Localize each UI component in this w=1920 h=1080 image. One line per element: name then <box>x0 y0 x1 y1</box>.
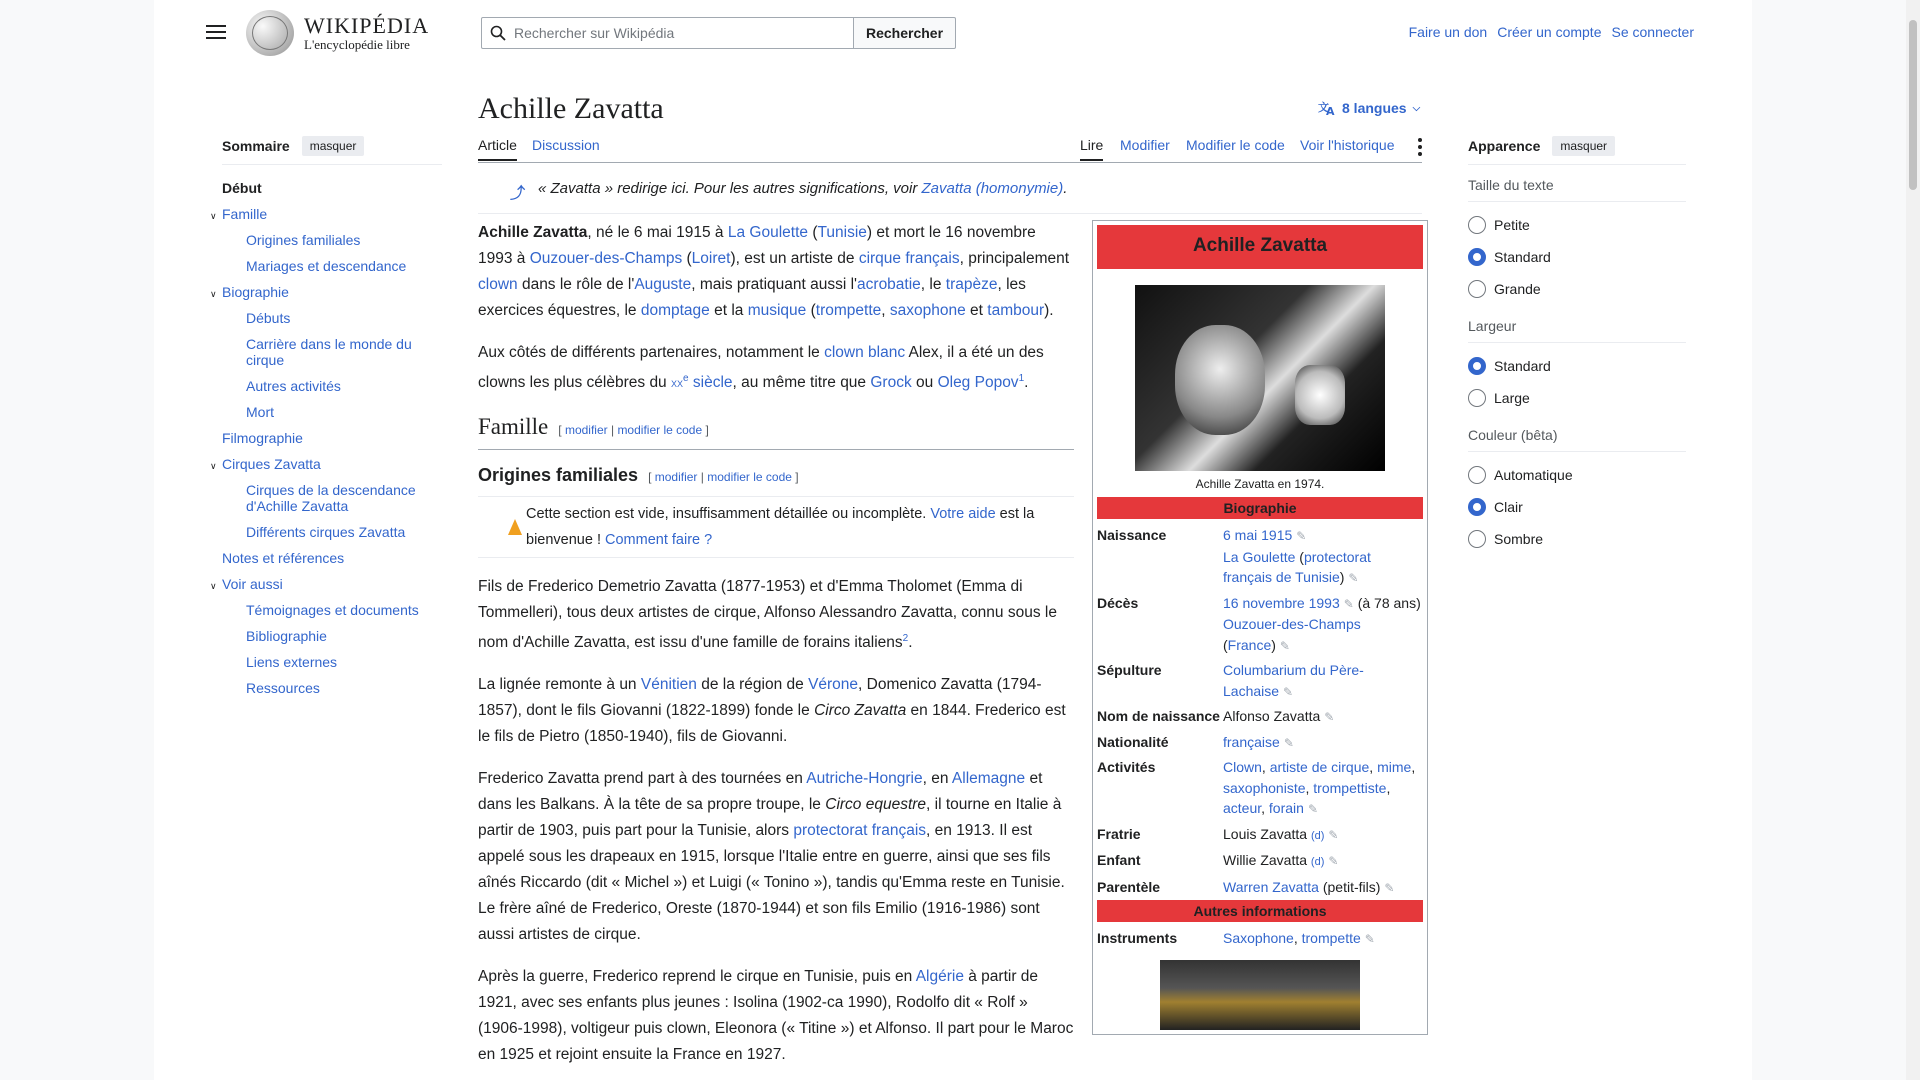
pencil-icon[interactable]: ✎ <box>1279 638 1290 653</box>
radio-button[interactable] <box>1468 216 1486 234</box>
section-famille-title: Famille <box>478 414 549 440</box>
toc-item-label: Début <box>222 180 262 196</box>
more-actions-icon[interactable] <box>1418 135 1424 159</box>
login-link[interactable]: Se connecter <box>1611 24 1694 40</box>
radio-label: Grande <box>1494 281 1541 297</box>
toc-item[interactable] <box>222 519 442 545</box>
link-protectorat[interactable]: protectorat français <box>793 822 927 840</box>
radio-label: Automatique <box>1494 467 1573 483</box>
stub-help-link[interactable]: Votre aide <box>930 506 996 523</box>
link-trapeze[interactable]: trapèze <box>945 276 998 293</box>
width-title: Largeur <box>1468 318 1686 343</box>
user-links <box>1409 24 1694 40</box>
edit-links-famille: [ modifier | modifier le code ] <box>558 423 709 438</box>
wikipedia-globe-icon <box>246 10 294 56</box>
nationalite-link[interactable]: française <box>1223 733 1280 750</box>
link-saxophone[interactable]: saxophone <box>889 302 966 319</box>
link-tunisie[interactable]: Tunisie <box>817 224 867 241</box>
toc-item[interactable] <box>222 623 442 649</box>
radio-button[interactable] <box>1468 498 1486 516</box>
toc-item[interactable] <box>222 331 442 373</box>
toc-item-label[interactable]: Carrière dans le monde du cirque <box>246 336 412 368</box>
link-grock[interactable]: Grock <box>870 374 912 392</box>
tab-history[interactable]: Voir l'historique <box>1300 137 1395 153</box>
pencil-icon[interactable]: ✎ <box>1364 932 1375 946</box>
portrait-caption: Achille Zavatta en 1974. <box>1195 477 1325 491</box>
radio-button[interactable] <box>1468 280 1486 298</box>
deces-pays-link[interactable]: France <box>1227 636 1272 653</box>
toc-item-label[interactable]: Cirques Zavatta <box>222 456 321 472</box>
radio-button[interactable] <box>1468 466 1486 484</box>
tab-discussion[interactable]: Discussion <box>532 137 600 153</box>
toc-item[interactable] <box>222 373 442 399</box>
infobox-section-biographie: Biographie <box>1097 497 1423 519</box>
create-account-link[interactable]: Créer un compte <box>1497 24 1602 40</box>
appearance-title: Apparence <box>1468 138 1541 154</box>
naissance-lieu-link[interactable]: La Goulette <box>1223 548 1296 565</box>
toc-item[interactable] <box>222 597 442 623</box>
radio-button[interactable] <box>1468 530 1486 548</box>
link-loiret[interactable]: Loiret <box>691 250 731 267</box>
toc-item-label[interactable]: Débuts <box>246 310 291 326</box>
pencil-icon[interactable]: ✎ <box>1328 854 1339 868</box>
scrollbar[interactable] <box>1906 0 1920 1080</box>
link-trompette[interactable]: trompette <box>815 302 882 319</box>
stub-notice <box>478 496 1074 558</box>
redirect-arrow-icon: ⤴ <box>510 185 526 202</box>
hatnote-end: . <box>1063 180 1068 197</box>
table-of-contents <box>210 136 442 701</box>
tab-read[interactable]: Lire <box>1080 137 1103 161</box>
infobox-row-enfant <box>1097 846 1423 873</box>
ref-1[interactable]: 1 <box>1018 373 1025 384</box>
infobox-row-deces: Décès 16 novembre 1993 ✎ (à 78 ans) Ouzouer-des-Champs (France) ✎ <box>1097 589 1423 657</box>
enfant-value: Willie Zavatta <box>1223 852 1308 868</box>
chevron-down-icon[interactable]: ∨ <box>210 581 217 591</box>
toc-item[interactable] <box>222 675 442 701</box>
toc-item-label[interactable]: Notes et références <box>222 550 345 566</box>
label-naissance: Naissance <box>1097 527 1167 543</box>
chevron-down-icon[interactable]: ∨ <box>210 211 217 221</box>
link-oleg-popov[interactable]: Oleg Popov <box>937 374 1019 392</box>
activite-link[interactable]: trompettiste <box>1313 779 1387 796</box>
toc-item-label[interactable]: Autres activités <box>246 378 341 394</box>
link-clown-blanc[interactable]: clown blanc <box>824 344 906 361</box>
radio-label: Clair <box>1494 499 1523 515</box>
label-parentele: Parentèle <box>1097 878 1161 895</box>
edit-famille-link[interactable]: modifier <box>564 423 608 438</box>
search-input[interactable] <box>514 25 834 41</box>
circus-wagon-image[interactable] <box>1160 960 1360 1030</box>
link-musique[interactable]: musique <box>747 302 807 319</box>
link-algerie[interactable]: Algérie <box>915 968 964 986</box>
edit-code-famille-link[interactable]: modifier le code <box>617 423 703 438</box>
translate-icon <box>1318 100 1336 116</box>
activite-link[interactable]: artiste de cirque <box>1269 759 1370 775</box>
infobox-row-naissance: Naissance 6 mai 1915 ✎ La Goulette (protectorat français de Tunisie) ✎ <box>1097 521 1423 589</box>
fratrie-value: Louis Zavatta <box>1223 825 1308 842</box>
label-deces: Décès <box>1097 594 1139 611</box>
toc-item-label[interactable]: Bibliographie <box>246 628 327 644</box>
portrait-image[interactable] <box>1135 285 1385 471</box>
pencil-icon[interactable]: ✎ <box>1283 684 1294 699</box>
paragraph-origines-3: Frederico Zavatta prend part à des tournées en Autriche-Hongrie, en Allemagne et dans les Balkans. À la tête de sa propre troupe, le Circo equestre, il tourne en Italie à partir de 1903, puis part pour la Tunisie, alors protectorat français, en 1913. Il est appelé sous les drapeaux en 1915, lorsque l'Italie entre en guerre, ainsi que ses fils aînés Riccardo (dit « Michel ») et Luigi (« Tonino »), tandis qu'Emma reste en Tunisie. Le frère aîné de Frederico, Oreste (1870-1944) et son fils Emilio (1916-1986) sont aussi artistes de cirque. <box>478 770 1065 944</box>
link-clown[interactable]: clown <box>478 276 518 293</box>
pencil-icon[interactable]: ✎ <box>1283 735 1294 750</box>
radio-option[interactable] <box>1468 357 1686 375</box>
pencil-icon[interactable]: ✎ <box>1343 596 1354 611</box>
pencil-icon[interactable]: ✎ <box>1328 827 1339 842</box>
hatnote-text: « Zavatta » redirige ici. Pour les autres significations, voir <box>538 180 922 197</box>
instrument-link[interactable]: Saxophone <box>1223 930 1294 946</box>
toc-hide-button[interactable]: masquer <box>302 136 365 156</box>
toc-item-label[interactable]: Témoignages et documents <box>246 602 419 618</box>
toc-item[interactable] <box>222 253 442 279</box>
paragraph-origines-1: Fils de Frederico Demetrio Zavatta (1877-1953) et d'Emma Tholomet (Emma di Tommelleri), tous deux artistes de cirque, Alfonso Alessandro Zavatta, connu sous le nom d'Achille Zavatta, est issu d'une famille de forains italiens$^2$. <box>478 578 1057 652</box>
toc-item-label[interactable]: Différents cirques Zavatta <box>246 524 406 540</box>
search-icon <box>490 25 506 41</box>
toc-item-label[interactable]: Mort <box>246 404 274 420</box>
radio-label: Standard <box>1494 249 1551 265</box>
deces-date-link[interactable]: 16 novembre 1993 <box>1223 594 1340 611</box>
radio-button[interactable] <box>1468 248 1486 266</box>
edit-origines-link[interactable]: modifier <box>654 470 698 485</box>
toc-item[interactable] <box>210 451 442 477</box>
appearance-hide-button[interactable]: masquer <box>1552 136 1615 156</box>
page-tabs <box>478 129 1422 163</box>
activite-link[interactable]: saxophoniste <box>1223 779 1306 796</box>
pencil-icon[interactable]: ✎ <box>1384 880 1395 895</box>
search-box <box>481 17 854 49</box>
radio-option[interactable] <box>1468 248 1686 266</box>
link-venitien[interactable]: Vénitien <box>640 676 697 694</box>
chevron-down-icon: ⌵ <box>1412 102 1421 114</box>
search-button[interactable]: Rechercher <box>854 17 956 49</box>
radio-label: Large <box>1494 390 1530 406</box>
toc-item[interactable] <box>210 571 442 597</box>
toc-item-label[interactable]: Biographie <box>222 284 289 300</box>
toc-item[interactable] <box>222 545 442 571</box>
toc-item-label[interactable]: Mariages et descendance <box>246 258 407 274</box>
chevron-down-icon[interactable]: ∨ <box>210 461 217 471</box>
stub-text-1: Cette section est vide, insuffisamment détaillée ou incomplète. <box>526 506 931 523</box>
toc-title: Sommaire <box>222 138 290 154</box>
toc-item[interactable] <box>222 175 442 201</box>
instrument-link[interactable]: trompette <box>1301 930 1361 946</box>
toc-item-label[interactable]: Liens externes <box>246 654 338 670</box>
toc-item-label[interactable]: Famille <box>222 206 268 222</box>
link-auguste[interactable]: Auguste <box>634 276 692 293</box>
radio-option[interactable] <box>1468 466 1686 484</box>
radio-option[interactable] <box>1468 498 1686 516</box>
toc-item[interactable] <box>222 649 442 675</box>
activites-list: Clown, artiste de cirque, mime, saxophoniste, trompettiste, acteur, forain ✎ <box>1223 759 1416 816</box>
infobox-title: Achille Zavatta <box>1097 225 1423 269</box>
radio-button[interactable] <box>1468 357 1486 375</box>
infobox-row-nom-naissance <box>1097 702 1423 728</box>
toc-item-label[interactable]: Origines familiales <box>246 232 361 248</box>
infobox-table <box>1097 521 1423 898</box>
link-la-goulette[interactable]: La Goulette <box>727 224 809 241</box>
wordmark-title: WIKIPÉDIA <box>304 13 430 38</box>
color-title: Couleur (bêta) <box>1468 427 1686 452</box>
toc-item[interactable] <box>222 477 442 519</box>
toc-item-label[interactable]: Cirques de la descendance d'Achille Zavatta <box>246 482 416 514</box>
search-form <box>481 17 956 49</box>
link-allemagne[interactable]: Allemagne <box>951 770 1026 788</box>
hatnote-link[interactable]: Zavatta (homonymie) <box>921 180 1064 197</box>
wikidata-link[interactable]: (d) <box>1310 829 1325 842</box>
label-nom-naissance: Nom de naissance <box>1097 708 1220 724</box>
intro-paragraph-1: Achille Zavatta, né le 6 mai 1915 à La Goulette (Tunisie) et mort le 16 novembre 1993 à Ouzouer-des-Champs (Loiret), est un artiste de cirque français, principalement clown dans le rôle de l'Auguste, mais pratiquant aussi l'acrobatie, le trapèze, les exercices équestres, le domptage et la musique (trompette, saxophone et tambour). <box>478 224 1070 319</box>
section-heading-famille <box>478 414 1074 450</box>
infobox-row-instruments: Instruments Saxophone, trompette ✎ <box>1097 924 1423 950</box>
section-heading-origines <box>478 462 1074 490</box>
parentele-link[interactable]: Warren Zavatta <box>1223 878 1319 895</box>
toc-item[interactable] <box>222 227 442 253</box>
page <box>154 0 1752 1080</box>
radio-option[interactable] <box>1468 389 1686 407</box>
label-fratrie: Fratrie <box>1097 825 1141 842</box>
pencil-icon[interactable]: ✎ <box>1348 571 1359 585</box>
infobox-section-autres: Autres informations <box>1097 900 1423 922</box>
intro-paragraph-2: Aux côtés de différents partenaires, notamment le clown blanc Alex, il a été un des clowns les plus célèbres du $xx^e$ siècle, au même titre que Grock ou Oleg Popov$^1$. <box>478 344 1044 392</box>
wordmark-tagline: L'encyclopédie libre <box>304 37 410 52</box>
appearance-panel <box>1468 136 1686 548</box>
link-cirque-francais[interactable]: cirque français <box>858 250 960 267</box>
pencil-icon[interactable]: ✎ <box>1324 710 1335 724</box>
toc-item[interactable] <box>222 305 442 331</box>
link-ouzouer[interactable]: Ouzouer-des-Champs <box>529 250 683 267</box>
label-sepulture: Sépulture <box>1097 662 1162 678</box>
stub-text-2: est la bienvenue ! <box>526 506 1035 549</box>
label-nationalite: Nationalité <box>1097 733 1169 750</box>
sepulture-link[interactable]: Columbarium du Père-Lachaise <box>1223 662 1364 699</box>
activite-link[interactable]: Clown <box>1223 759 1262 775</box>
toc-item[interactable] <box>210 201 442 227</box>
toc-item-label[interactable]: Filmographie <box>222 430 303 446</box>
parentele-note: (petit-fils) <box>1322 878 1381 895</box>
label-instruments: Instruments <box>1097 930 1178 946</box>
edit-links-origines: [ modifier | modifier le code ] <box>648 470 799 485</box>
section-origines-title: Origines familiales <box>478 465 639 486</box>
paragraph-origines-4: Après la guerre, Frederico reprend le cirque en Tunisie, puis en Algérie à partir de 1921, avec ses enfants plus jeunes : Isolina (1902-ca 1990), Rodolfo dit « Rolf » (1906-1998), voltigeur puis clown, Eleonora (« Titine ») et Alfonso. Il part pour le Maroc en 1925 et rejoint ensuite la France en 1927. <box>478 968 1074 1064</box>
deces-age: (à 78 ans) <box>1357 594 1421 611</box>
radio-label: Petite <box>1494 217 1530 233</box>
chevron-down-icon[interactable]: ∨ <box>210 289 217 299</box>
toc-item[interactable] <box>210 279 442 305</box>
naissance-date-link[interactable]: 6 mai 1915 <box>1223 527 1293 543</box>
radio-button[interactable] <box>1468 389 1486 407</box>
activite-link[interactable]: acteur <box>1223 800 1262 816</box>
infobox-table-2 <box>1097 924 1423 950</box>
ref-2[interactable]: 2 <box>902 633 909 645</box>
tab-edit[interactable]: Modifier <box>1120 137 1170 153</box>
scrollbar-thumb[interactable] <box>1909 20 1917 190</box>
radio-option[interactable] <box>1468 280 1686 298</box>
radio-option[interactable] <box>1468 530 1686 548</box>
deces-lieu-link[interactable]: Ouzouer-des-Champs <box>1223 616 1361 632</box>
main-menu-button[interactable] <box>206 22 226 42</box>
tab-article[interactable]: Article <box>478 137 517 161</box>
traffic-cone-icon <box>508 519 522 535</box>
link-acrobatie[interactable]: acrobatie <box>857 276 921 293</box>
text-size-title: Taille du texte <box>1468 177 1686 202</box>
link-autriche-hongrie[interactable]: Autriche-Hongrie <box>806 770 923 788</box>
infobox <box>1092 220 1428 1035</box>
toc-item-label[interactable]: Ressources <box>246 680 320 696</box>
radio-option[interactable] <box>1468 216 1686 234</box>
infobox-row-fratrie <box>1097 820 1423 847</box>
protectorat-link[interactable]: protectorat français de Tunisie <box>1223 548 1371 585</box>
activite-link[interactable]: forain <box>1268 800 1304 816</box>
svg-text:A: A <box>1326 105 1335 116</box>
infobox-row-activites <box>1097 753 1423 820</box>
svg-text:文: 文 <box>1318 101 1329 114</box>
toc-item[interactable] <box>222 425 442 451</box>
page-title: Achille Zavatta <box>478 92 664 125</box>
activite-link[interactable]: mime <box>1377 759 1412 775</box>
tab-edit-source[interactable]: Modifier le code <box>1186 137 1285 153</box>
toc-item-label[interactable]: Voir aussi <box>222 576 283 592</box>
label-activites: Activités <box>1097 759 1156 775</box>
link-verone[interactable]: Vérone <box>808 676 859 694</box>
hatnote <box>478 176 1422 214</box>
paragraph-origines-2: La lignée remonte à un Vénitien de la région de Vérone, Domenico Zavatta (1794-1857), dont le fils Giovanni (1822-1899) fonde le Circo Zavatta en 1844. Frederico est le fils de Pietro (1850-1940), fils de Giovanni. <box>478 676 1066 746</box>
language-count: 8 langues <box>1342 100 1407 116</box>
toc-list <box>210 175 442 701</box>
radio-label: Sombre <box>1494 531 1544 547</box>
infobox-row-nationalite <box>1097 728 1423 754</box>
link-xxe-siecle[interactable]: $xx^e$ siècle <box>671 373 733 392</box>
language-button[interactable] <box>1318 100 1420 116</box>
article-body <box>478 220 1074 1080</box>
infobox-row-sepulture <box>1097 656 1423 702</box>
wikidata-link[interactable]: (d) <box>1310 856 1325 868</box>
link-tambour[interactable]: tambour <box>987 302 1045 319</box>
link-domptage[interactable]: domptage <box>640 302 710 319</box>
pencil-icon[interactable]: ✎ <box>1307 802 1319 816</box>
radio-label: Standard <box>1494 358 1551 374</box>
nom-naissance-value: Alfonso Zavatta <box>1223 708 1321 724</box>
stub-howto-link[interactable]: Comment faire ? <box>605 532 713 549</box>
edit-code-origines-link[interactable]: modifier le code <box>707 470 792 485</box>
toc-item[interactable] <box>222 399 442 425</box>
wikipedia-logo[interactable] <box>246 10 429 56</box>
label-enfant: Enfant <box>1097 852 1141 868</box>
width-options <box>1468 357 1686 407</box>
pencil-icon[interactable]: ✎ <box>1296 529 1307 543</box>
infobox-row-parentele <box>1097 873 1423 899</box>
text-size-options <box>1468 216 1686 298</box>
donate-link[interactable]: Faire un don <box>1408 24 1488 40</box>
color-options <box>1468 466 1686 548</box>
